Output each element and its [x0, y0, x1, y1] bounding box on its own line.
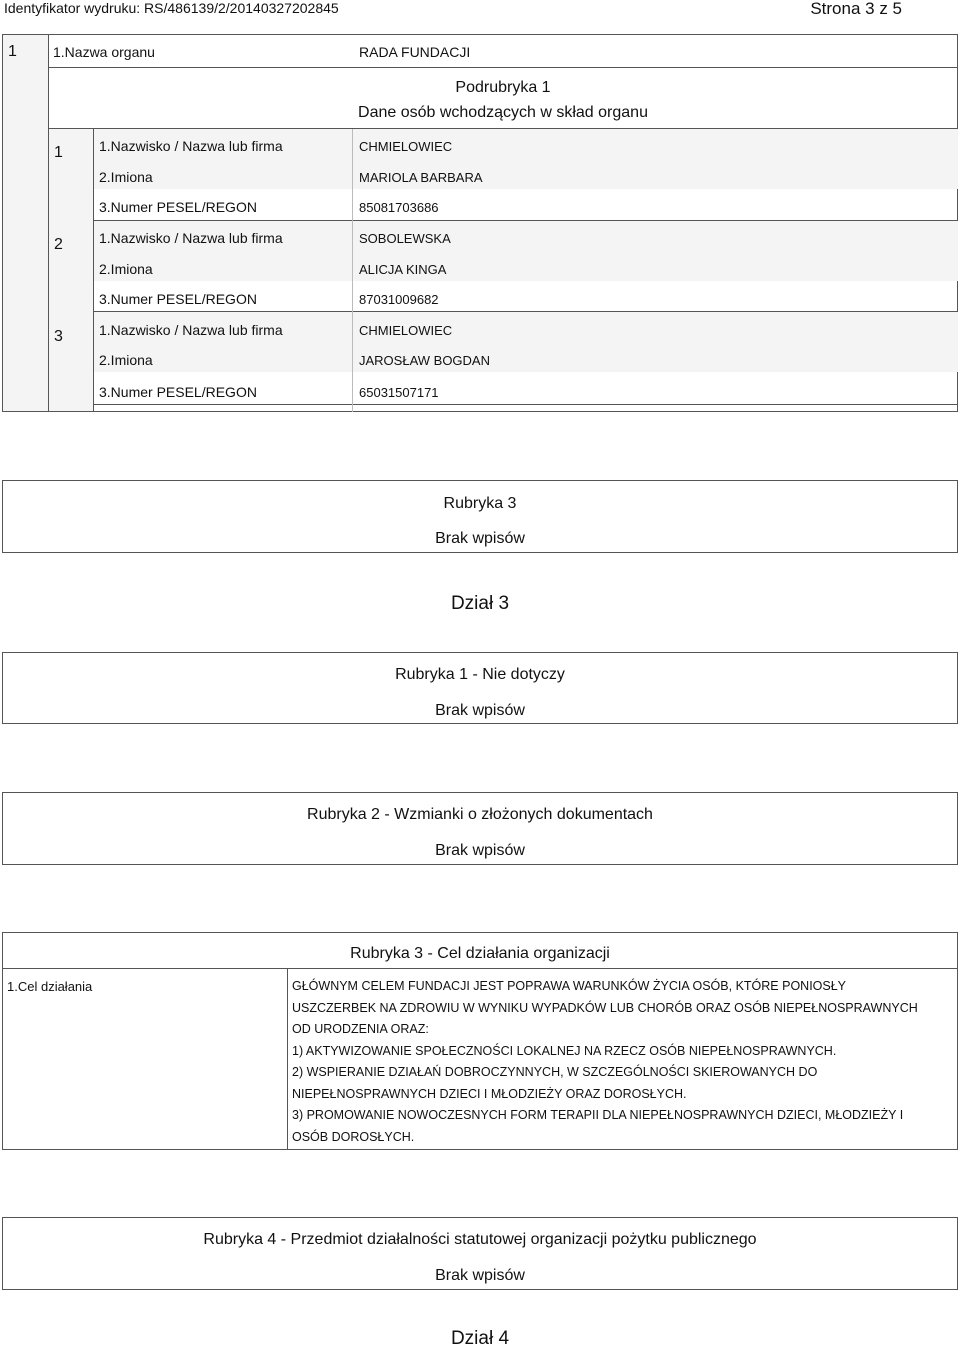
- names-value: MARIOLA BARBARA: [359, 170, 483, 185]
- subsection-subtitle: Dane osób wchodzących w skład organu: [358, 104, 648, 121]
- pesel-value: 85081703686: [359, 200, 439, 215]
- rubryka-4-empty: Brak wpisów: [435, 1267, 525, 1284]
- member-number: 3: [54, 328, 63, 345]
- surname-value: SOBOLEWSKA: [359, 231, 451, 246]
- rubryka-2-empty: Brak wpisów: [435, 842, 525, 859]
- rubryka-1-empty: Brak wpisów: [435, 702, 525, 719]
- member-number: 2: [54, 236, 63, 253]
- rubryka-4-title: Rubryka 4 - Przedmiot działalności statutowej organizacji pożytku publicznego: [203, 1231, 757, 1248]
- cel-line: 3) PROMOWANIE NOWOCZESNYCH FORM TERAPII DLA NIEPEŁNOSPRAWNYCH DZIECI, MŁODZIEŻY I: [292, 1108, 904, 1122]
- cel-line: 1) AKTYWIZOWANIE SPOŁECZNOŚCI LOKALNEJ NA RZECZ OSÓB NIEPEŁNOSPRAWNYCH.: [292, 1043, 837, 1058]
- cel-line: OSÓB DOROSŁYCH.: [292, 1129, 415, 1144]
- names-label: 2.Imiona: [99, 169, 153, 185]
- names-value: ALICJA KINGA: [359, 262, 447, 277]
- rubryka-cel-title: Rubryka 3 - Cel działania organizacji: [350, 945, 610, 962]
- names-label: 2.Imiona: [99, 261, 153, 277]
- cel-line: 2) WSPIERANIE DZIAŁAŃ DOBROCZYNNYCH, W SZCZEGÓLNOŚCI SKIEROWANYCH DO: [292, 1065, 818, 1079]
- surname-label: 1.Nazwisko / Nazwa lub firma: [99, 322, 283, 338]
- pesel-value: 87031009682: [359, 292, 439, 307]
- rubryka-1-title: Rubryka 1 - Nie dotyczy: [395, 666, 565, 683]
- cel-label: 1.Cel działania: [7, 979, 93, 994]
- pesel-value: 65031507171: [359, 385, 439, 400]
- print-identifier: Identyfikator wydruku: RS/486139/2/20140327202845: [4, 0, 339, 16]
- member-number: 1: [54, 144, 63, 161]
- surname-value: CHMIELOWIEC: [359, 139, 453, 154]
- cel-line: NIEPEŁNOSPRAWNYCH DZIECI I MŁODZIEŻY ORAZ DOROSŁYCH.: [292, 1086, 687, 1101]
- surname-label: 1.Nazwisko / Nazwa lub firma: [99, 138, 283, 154]
- organ-name-value: RADA FUNDACJI: [359, 44, 471, 60]
- surname-value: CHMIELOWIEC: [359, 323, 453, 338]
- rubryka-3-title: Rubryka 3: [443, 495, 517, 512]
- names-label: 2.Imiona: [99, 352, 153, 368]
- names-value: JAROSŁAW BOGDAN: [359, 353, 490, 368]
- rubryka-2-title: Rubryka 2 - Wzmianki o złożonych dokumentach: [307, 806, 653, 823]
- pesel-label: 3.Numer PESEL/REGON: [99, 199, 257, 215]
- pesel-label: 3.Numer PESEL/REGON: [99, 291, 257, 307]
- cel-line: OD URODZENIA ORAZ:: [292, 1022, 429, 1036]
- dzial-3-title: Dział 3: [450, 593, 510, 614]
- cel-text: [292, 976, 954, 1148]
- page-number: Strona 3 z 5: [810, 0, 902, 18]
- cel-line: GŁÓWNYM CELEM FUNDACJI JEST POPRAWA WARUNKÓW ŻYCIA OSÓB, KTÓRE PONIOSŁY: [292, 979, 847, 993]
- dzial-4-title: Dział 4: [450, 1328, 510, 1349]
- organ-row-number: 1: [8, 43, 17, 60]
- pesel-label: 3.Numer PESEL/REGON: [99, 384, 257, 400]
- surname-label: 1.Nazwisko / Nazwa lub firma: [99, 230, 283, 246]
- organ-name-label: 1.Nazwa organu: [53, 44, 155, 60]
- rubryka-3-empty: Brak wpisów: [435, 530, 525, 547]
- subsection-title: Podrubryka 1: [455, 79, 551, 96]
- cel-line: USZCZERBEK NA ZDROWIU W WYNIKU WYPADKÓW LUB CHORÓB ORAZ OSÓB NIEPEŁNOSPRAWNYCH: [292, 1000, 918, 1015]
